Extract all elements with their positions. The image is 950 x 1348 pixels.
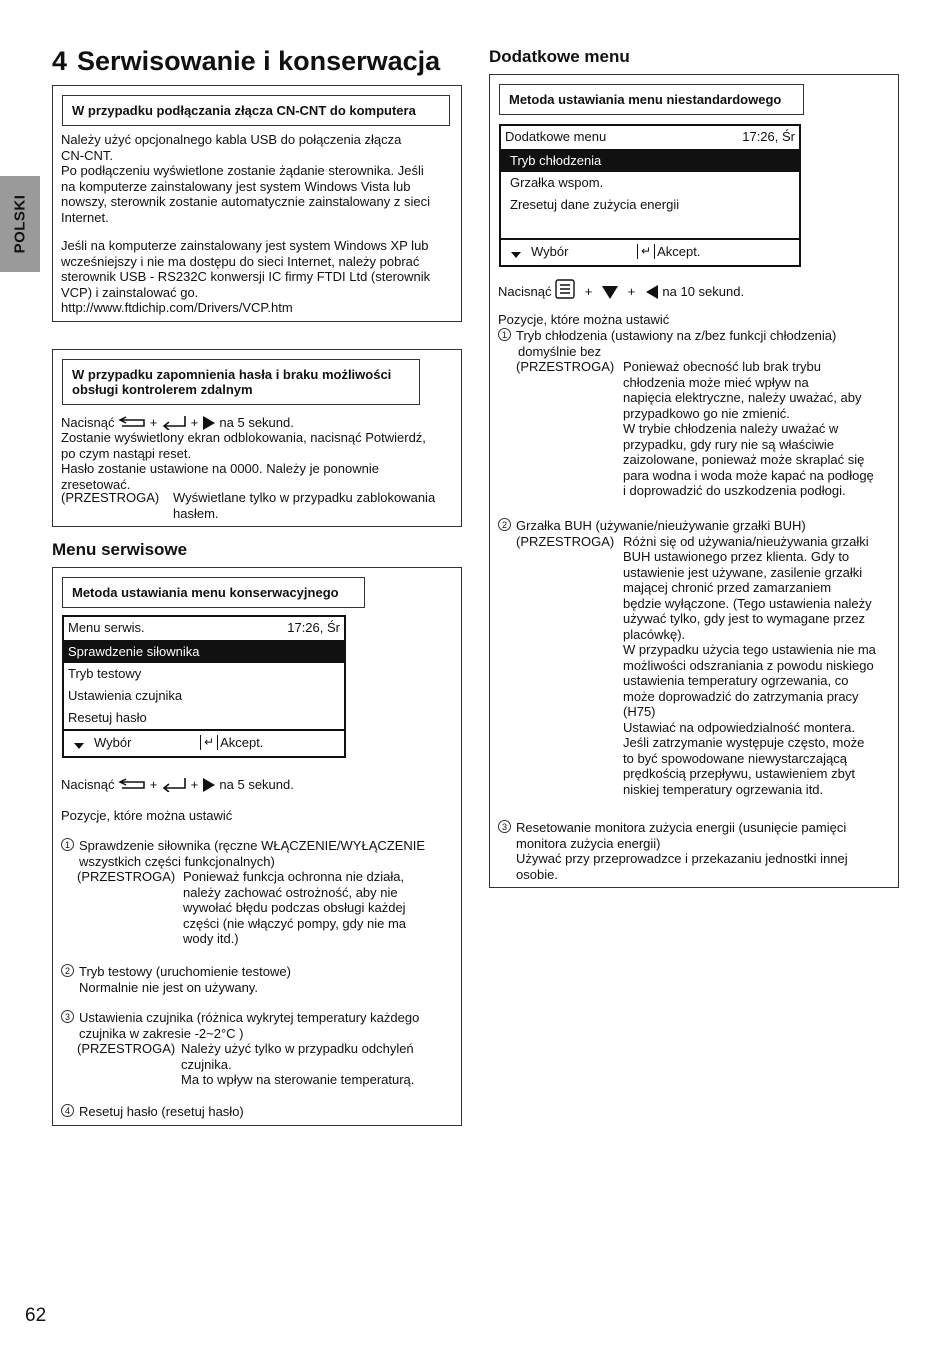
item-text: Ustawienia czujnika (różnica wykrytej temperatury każdego czujnika w zakresie -2~2°C ) <box>79 1010 420 1041</box>
press-duration: na 5 sekund. <box>219 415 294 430</box>
caution-text: Ponieważ funkcja ochronna nie działa, należy zachować ostrożność, aby nie wywołać błędu podczas obsługi każdej części (nie włączyć pompy, gdy nie ma wody itd.) <box>183 869 407 946</box>
service-item-1 <box>61 838 459 947</box>
lcd-header <box>64 617 344 641</box>
caution-label: (PRZESTROGA) <box>61 490 160 505</box>
item-number: 2 <box>498 518 511 531</box>
down-arrow-icon <box>602 285 618 299</box>
lcd-menu-item[interactable]: Ustawienia czujnika <box>68 688 183 703</box>
enter-icon: ↵ <box>637 244 655 259</box>
item-number: 1 <box>61 838 74 851</box>
item-number: 2 <box>61 964 74 977</box>
plus-sign: + <box>190 777 199 792</box>
extra-item-3 <box>498 820 896 882</box>
item-text: Resetuj hasło (resetuj hasło) <box>79 1104 244 1119</box>
press-label: Nacisnąć <box>61 415 115 430</box>
pc-connection-paragraph-2: Jeśli na komputerze zainstalowany jest system Windows XP lub wcześniejszy i nie ma dostępu do sieci Internet, należy pobrać sterownik USB - RS232C konwersji IC firmy FTDI Ltd (sterownik VCP) i zainstalować go. http://www.ftdichip.com/Drivers/VCP.htm <box>61 238 431 315</box>
plus-sign: + <box>190 415 199 430</box>
chapter-title <box>52 44 440 78</box>
service-menu-heading: Menu serwisowe <box>52 540 188 559</box>
down-arrow-icon <box>74 743 84 749</box>
service-item-2 <box>61 964 459 995</box>
lcd-time: 17:26, Śr <box>742 129 795 144</box>
language-tab <box>0 176 40 272</box>
plus-sign: + <box>627 284 636 299</box>
press-duration: na 5 sekund. <box>219 777 294 792</box>
right-arrow-icon <box>202 416 216 430</box>
lcd-select-label: Wybór <box>531 243 569 259</box>
caution-text: Ponieważ obecność lub brak trybu chłodzenia może mieć wpływ na napięcia elektryczne, należy uważać, aby przypadkowo go nie zmienić. W trybie chłodzenia należy uważać w przypadku, gdy rury nie są właściwie zaizolowane, ponieważ może skraplać się para wodna i woda może kapać na podłogę i doprowadzić do uszkodzenia podłogi. <box>623 359 874 498</box>
positions-label: Pozycje, które można ustawić <box>61 808 233 823</box>
service-item-3 <box>61 1010 459 1088</box>
item-number: 3 <box>498 820 511 833</box>
item-text: Grzałka BUH (używanie/nieużywanie grzałki BUH) <box>516 518 806 533</box>
extra-key-combo <box>498 279 744 300</box>
pc-connection-title: W przypadku podłączania złącza CN-CNT do komputera <box>62 95 450 126</box>
extra-item-1 <box>498 328 896 499</box>
service-method-title: Metoda ustawiania menu konserwacyjnego <box>62 577 365 608</box>
return-icon <box>118 776 146 792</box>
caution-text: Wyświetlane tylko w przypadku zablokowania hasłem. <box>173 490 436 521</box>
password-title: W przypadku zapomnienia hasła i braku możliwości obsługi kontrolerem zdalnym <box>62 359 420 405</box>
lcd-time: 17:26, Śr <box>287 620 340 635</box>
right-arrow-icon <box>202 778 216 792</box>
caution-label: (PRZESTROGA) <box>77 869 176 884</box>
lcd-menu-blank <box>501 216 799 238</box>
enter-icon <box>161 414 187 430</box>
password-frame <box>52 349 462 527</box>
lcd-menu-item[interactable]: Resetuj hasło <box>68 710 147 725</box>
lcd-footer <box>501 238 799 263</box>
chapter-number: 4 <box>52 46 68 76</box>
service-lcd-screen <box>62 615 346 758</box>
pc-connection-paragraph-1: Należy użyć opcjonalnego kabla USB do połączenia złącza CN-CNT. Po podłączeniu wyświetlone zostanie żądanie sterownika. Jeśli na komputerze zainstalowany jest system Windows Vista lub nowszy, sterownik zostanie automatycznie zainstalowany z sieci Internet. <box>61 132 430 225</box>
caution-text: Różni się od używania/nieużywania grzałki BUH ustawionego przez klienta. Gdy to ustawienie jest używane, zasilenie grzałki mającej chronić przed zamarzaniem będzie wyłączone. (Tego ustawienia należy używać tylko, gdy jest to wymagane przez placówkę). W przypadku użycia tego ustawienia nie ma możliwości odszraniania z powodu niskiego ustawienia temperatury ogrzewania, co może doprowadzić do zatrzymania pracy (H75) Ustawiać na odpowiedzialność montera. Jeśli zatrzymanie występuje często, może to być spowodowane niewystarczającą prędkością przepływu, ustawieniem zbyt niskiej temperatury ogrzewania itd. <box>623 533 876 797</box>
enter-icon: ↵ <box>200 735 218 750</box>
chapter-title-text: Serwisowanie i konserwacja <box>77 46 441 76</box>
pc-connection-frame <box>52 85 462 322</box>
left-arrow-icon <box>645 285 659 299</box>
item-default: domyślnie bez <box>518 343 602 359</box>
caution-label: (PRZESTROGA) <box>516 359 615 374</box>
service-menu-frame <box>52 567 462 1126</box>
caution-label: (PRZESTROGA) <box>516 533 615 549</box>
lcd-menu-item[interactable]: Grzałka wspom. <box>510 175 604 190</box>
lcd-footer <box>64 729 344 754</box>
item-text: Resetowanie monitora zużycia energii (usunięcie pamięci monitora zużycia energii) Używać przy przeprowadzce i przekazaniu jednostki innej osobie. <box>516 820 848 882</box>
press-label: Nacisnąć <box>498 284 552 299</box>
return-icon <box>118 414 146 430</box>
extra-item-2 <box>498 518 896 797</box>
extra-method-title: Metoda ustawiania menu niestandardowego <box>499 84 804 115</box>
caution-text: Należy użyć tylko w przypadku odchyleń czujnika. Ma to wpływ na sterowanie temperaturą. <box>181 1041 415 1087</box>
lcd-menu-item[interactable]: Zresetuj dane zużycia energii <box>510 197 680 212</box>
lcd-menu-item[interactable]: Tryb testowy <box>68 666 142 681</box>
down-arrow-icon <box>511 252 521 258</box>
lcd-menu-item[interactable]: Sprawdzenie siłownika <box>64 641 344 663</box>
plus-sign: + <box>149 777 158 792</box>
extra-lcd-screen <box>499 124 801 267</box>
password-text: Zostanie wyświetlony ekran odblokowania, nacisnąć Potwierdź, po czym nastąpi reset. Hasło zostanie ustawione na 0000. Należy je ponownie zresetować. <box>61 430 426 492</box>
item-number: 1 <box>498 328 511 341</box>
lcd-header <box>501 126 799 150</box>
password-key-combo <box>61 414 294 431</box>
lcd-menu-item[interactable]: Tryb chłodzenia <box>501 150 799 172</box>
lcd-title: Menu serwis. <box>68 620 145 635</box>
lcd-accept-label: Akcept. <box>657 243 701 259</box>
item-number: 4 <box>61 1104 74 1117</box>
extra-menu-heading: Dodatkowe menu <box>489 47 630 66</box>
enter-icon <box>161 776 187 792</box>
item-text: Sprawdzenie siłownika (ręczne WŁĄCZENIE/WYŁĄCZENIE wszystkich części funkcjonalnych) <box>79 838 426 869</box>
lcd-select-label: Wybór <box>94 734 132 750</box>
plus-sign: + <box>149 415 158 430</box>
extra-menu-frame <box>489 74 899 888</box>
item-text: Tryb chłodzenia (ustawiony na z/bez funkcji chłodzenia) <box>516 328 837 343</box>
service-key-combo <box>61 776 294 793</box>
caution-label: (PRZESTROGA) <box>77 1041 176 1056</box>
press-label: Nacisnąć <box>61 777 115 792</box>
service-item-4 <box>61 1104 459 1120</box>
lcd-accept-label: Akcept. <box>220 734 264 750</box>
item-number: 3 <box>61 1010 74 1023</box>
password-caution <box>61 490 459 521</box>
press-duration: na 10 sekund. <box>662 284 745 299</box>
positions-label: Pozycje, które można ustawić <box>498 312 670 327</box>
plus-sign: + <box>584 284 593 299</box>
item-text: Tryb testowy (uruchomienie testowe) Normalnie nie jest on używany. <box>79 964 291 995</box>
page-number: 62 <box>25 1305 47 1326</box>
menu-icon <box>555 279 575 299</box>
language-tab-label: POLSKI <box>11 194 29 254</box>
lcd-title: Dodatkowe menu <box>505 129 607 144</box>
